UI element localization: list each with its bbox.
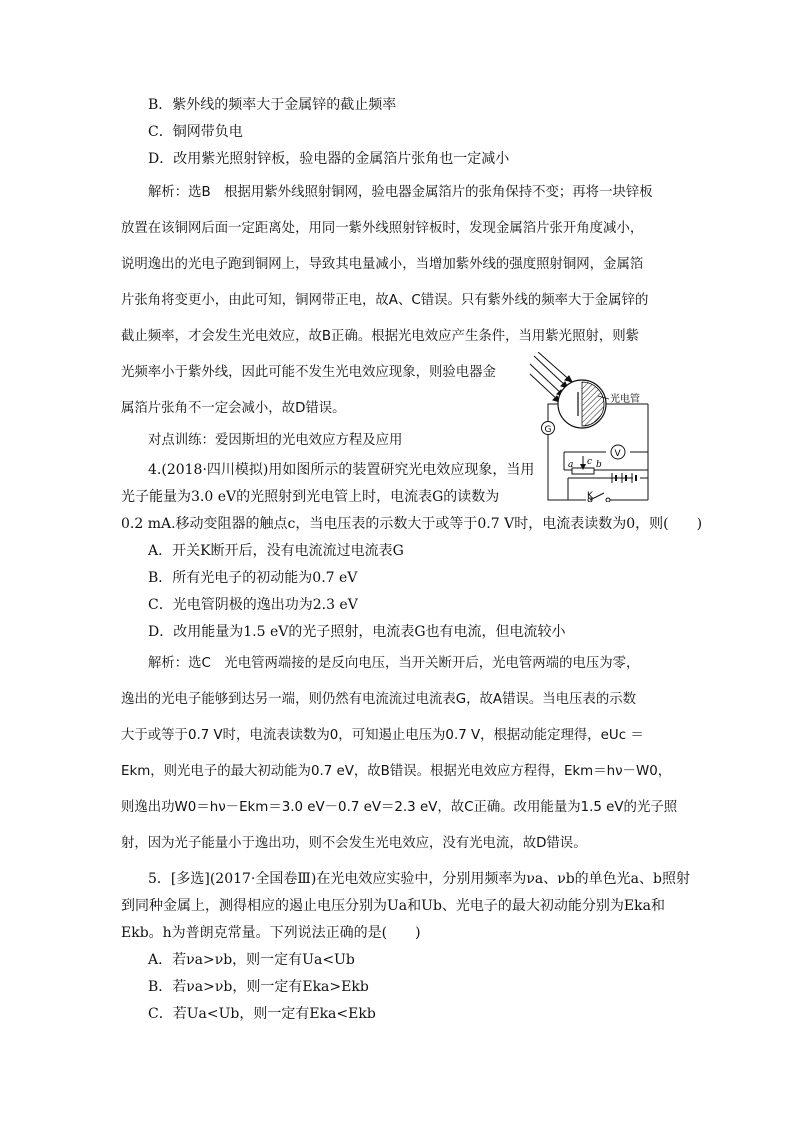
- explanation-line: 片张角将变更小，由此可知，铜网带正电，故A、C错误。只有紫外线的频率大于金属锌的: [121, 293, 649, 308]
- explanation-line: 解析：选C 光电管两端接的是反向电压，当开关断开后，光电管两端的电压为零，: [148, 656, 640, 671]
- option-b: B．若νa>νb，则一定有Eka>Ekb: [148, 979, 369, 995]
- option-c: C．若Ua<Ub，则一定有Eka<Ekb: [148, 1006, 376, 1022]
- problem-stem-line: 5．[多选](2017·全国卷Ⅲ)在光电效应实验中，分别用频率为νa、νb的单色光a、b照射: [148, 871, 690, 887]
- explanation-text: 大于或等于0.7 V时，电流表读数为0，可知遏止电压为0.7 V，根据动能定理得，eU: [121, 728, 619, 743]
- problem-stem-line: 0.2 mA.移动变阻器的触点c，当电压表的示数大于或等于0.7 V时，电流表读数为0，则( ): [121, 516, 703, 532]
- option-b: B．紫外线的频率大于金属锌的截止频率: [148, 97, 397, 113]
- explanation-line: 说明逸出的光电子跑到铜网上，导致其电量减小，当增加紫外线的强度照射铜网，金属箔: [121, 257, 644, 272]
- galvanometer-label: G: [544, 425, 552, 435]
- terminal-a-label: a: [568, 460, 574, 470]
- explanation-line: [121, 726, 644, 746]
- explanation-line: 逸出的光电子能够到达另一端，则仍然有电流流过电流表G，故A错误。当电压表的示数: [121, 692, 636, 707]
- explanation-line: 属箔片张角不一定会减小，故D错误。: [121, 401, 346, 416]
- switch-k-label: K: [587, 491, 593, 501]
- voltmeter-label: V: [614, 449, 621, 459]
- section-title: 对点训练：爱因斯坦的光电效应方程及应用: [148, 433, 403, 448]
- problem-stem-line: 4.(2018·四川模拟)用如图所示的装置研究光电效应现象，当用: [148, 462, 535, 478]
- explanation-line: Ekm，则光电子的最大初动能为0.7 eV，故B错误。根据光电效应方程得，Ekm＝hν－W0，: [121, 764, 672, 779]
- explanation-line: 放置在该铜网后面一定距离处，用同一紫外线照射锌板时，发现金属箔片张开角度减小，: [121, 221, 644, 236]
- terminal-b-label: b: [596, 460, 602, 470]
- option-c: C．铜网带负电: [148, 124, 243, 140]
- phototube-label: 光电管: [610, 394, 640, 405]
- problem-stem-line: 光子能量为3.0 eV的光照射到光电管上时，电流表G的读数为: [121, 489, 500, 505]
- explanation-text: c ＝: [618, 728, 644, 743]
- option-d: D．改用能量为1.5 eV的光子照射，电流表G也有电流，但电流较小: [148, 624, 566, 640]
- contact-c-label: c: [587, 457, 593, 467]
- explanation-line: 射，因为光子能量小于逸出功，则不会发生光电效应，没有光电流，故D错误。: [121, 836, 587, 851]
- option-a: A．若νa>νb，则一定有Ua<Ub: [148, 952, 355, 968]
- option-a: A．开关K断开后，没有电流流过电流表G: [148, 543, 404, 559]
- problem-stem-line: Ekb。h为普朗克常量。下列说法正确的是( ): [121, 925, 421, 941]
- photoelectric-circuit-figure: [528, 352, 666, 502]
- option-b: B．所有光电子的初动能为0.7 eV: [148, 570, 358, 586]
- explanation-line: 则逸出功W0＝hν－Ekm＝3.0 eV－0.7 eV＝2.3 eV，故C正确。改用能量为1.5 eV的光子照: [121, 800, 678, 815]
- problem-stem-line: 到同种金属上，测得相应的遏止电压分别为Ua和Ub、光电子的最大初动能分别为Eka和: [121, 898, 665, 914]
- option-c: C．光电管阴极的逸出功为2.3 eV: [148, 597, 358, 613]
- explanation-line: 解析：选B 根据用紫外线照射铜网，验电器金属箔片的张角保持不变；再将一块锌板: [148, 185, 653, 200]
- option-d: D．改用紫光照射锌板，验电器的金属箔片张角也一定减小: [148, 151, 510, 167]
- explanation-line: 截止频率，才会发生光电效应，故B正确。根据光电效应产生条件，当用紫光照射，则紫: [121, 329, 640, 344]
- explanation-line: 光频率小于紫外线，因此可能不发生光电效应现象，则验电器金: [121, 365, 496, 380]
- phototube: [558, 380, 606, 428]
